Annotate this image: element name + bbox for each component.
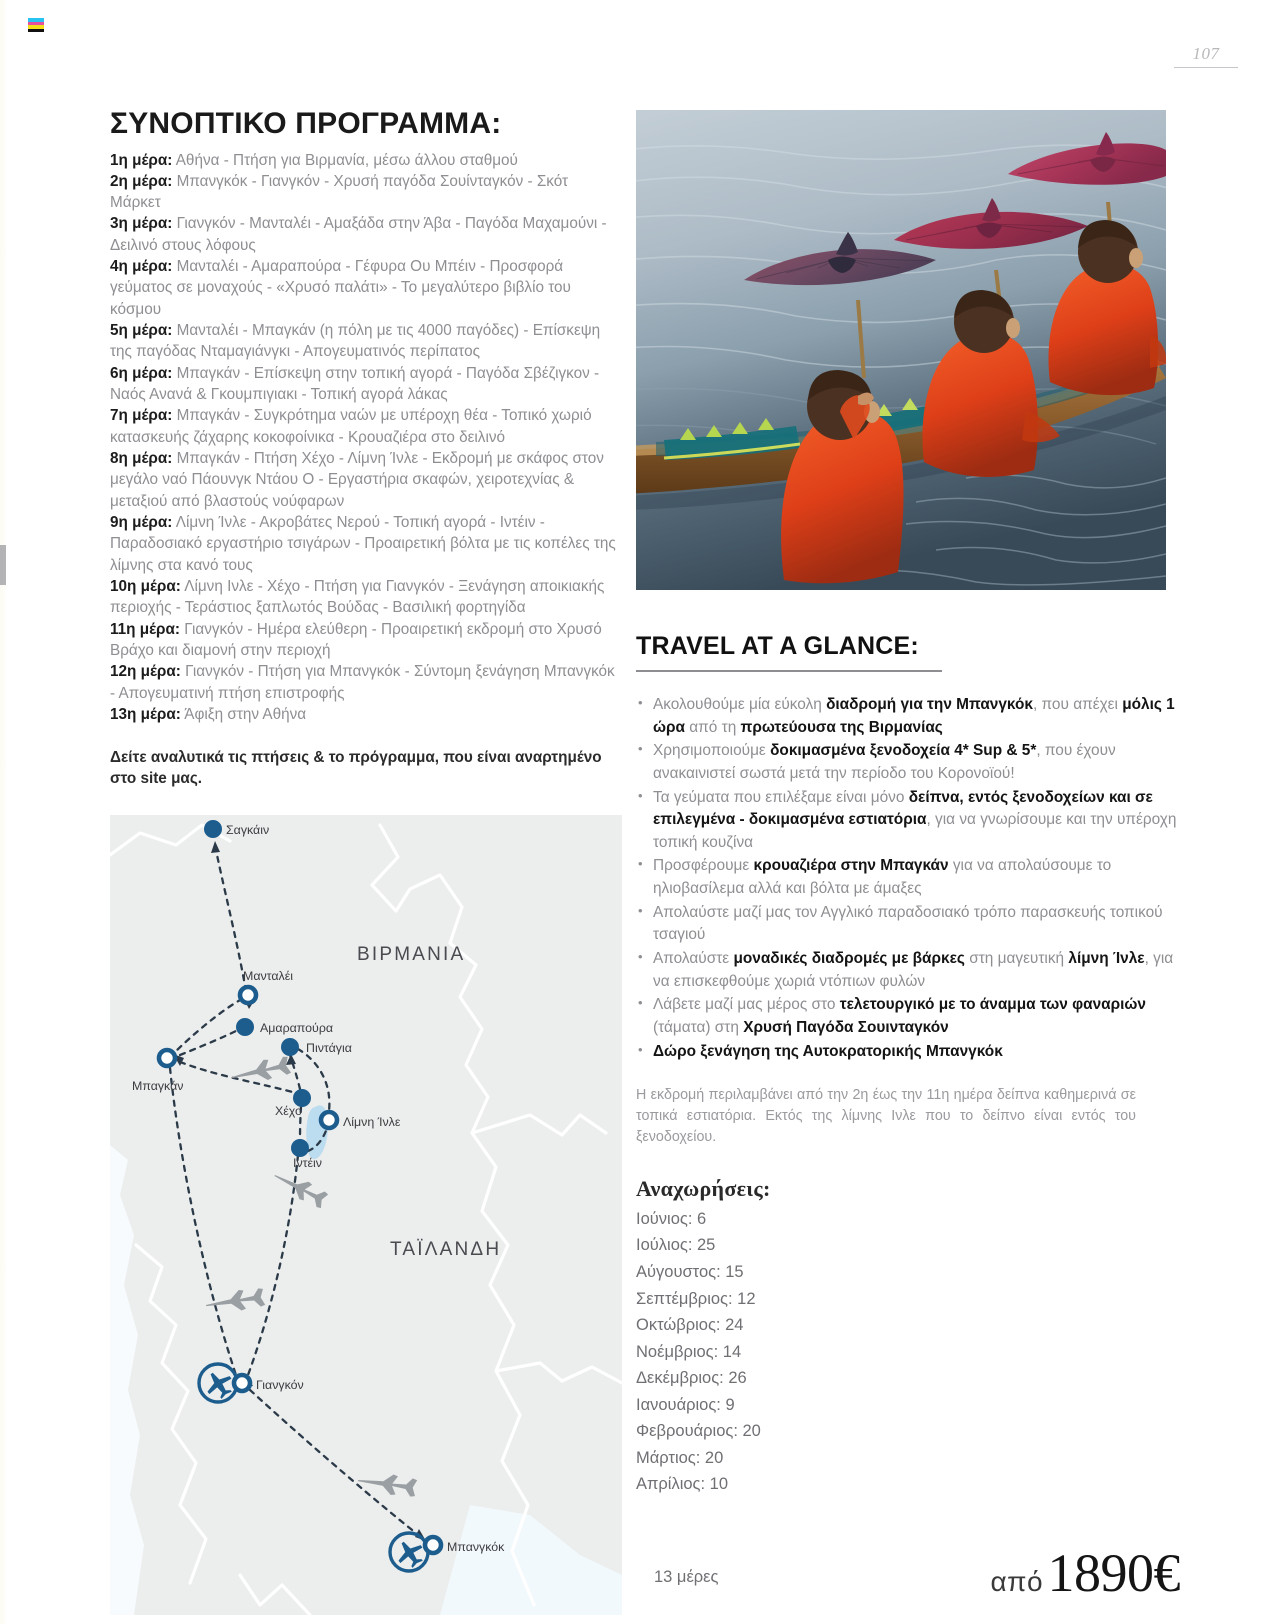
itinerary-day-label: 11η μέρα: (110, 620, 180, 638)
glance-bullet-emphasis: κρουαζιέρα στην Μπαγκάν (753, 857, 949, 875)
glance-bullet-text: για να απολαύσουμε το ηλιοβασίλεμα αλλά και βόλτα με άμαξες (653, 857, 1112, 898)
glance-bullet-emphasis: Δώρο ξενάγηση της Αυτοκρατορικής Μπανγκόκ (653, 1042, 1003, 1060)
glance-bullet-emphasis: τελετουργικό με το άναμμα των φαναριών (839, 996, 1146, 1014)
itinerary-day (110, 171, 622, 214)
page-number-container (1174, 44, 1238, 68)
itinerary-day-label: 12η μέρα: (110, 663, 181, 681)
itinerary-day-text: Μπανγκόκ - Γιανγκόν - Χρυσή παγόδα Σουίνταγκόν - Σκότ Μάρκετ (110, 172, 569, 212)
glance-bullet-text: στη μαγευτική (964, 950, 1069, 968)
map-city-label: Μπαγκάν (132, 1079, 184, 1093)
map-city (281, 1038, 352, 1056)
map-background (110, 815, 622, 1615)
departures-title: Αναχωρήσεις: (636, 1175, 771, 1201)
itinerary-day-label: 3η μέρα: (110, 215, 173, 233)
glance-bullet-text: από τη (684, 718, 741, 736)
glance-bullet (636, 994, 1182, 1039)
glance-bullet-text: , που απέχει (1032, 696, 1123, 713)
glance-bullet-emphasis: δοκιμασμένα ξενοδοχεία 4* Sup & 5* (770, 742, 1037, 760)
map-city (425, 1537, 505, 1554)
trip-duration: 13 μέρες (654, 1568, 719, 1586)
departure-row: Μάρτιος: 20 (636, 1448, 724, 1467)
itinerary-day-text: Άφιξη στην Αθήνα (180, 706, 307, 724)
glance-bullet-text: Απολαύστε (653, 950, 734, 968)
glance-bullet-emphasis: λίμνη Ίνλε (1068, 950, 1145, 968)
glance-bullet (636, 902, 1182, 947)
itinerary-day-text: Γιανγκόν - Πτήση για Μπανγκόκ - Σύντομη ξενάγηση Μπανγκόκ - Απογευματινή πτήση επιστροφής (110, 663, 615, 702)
itinerary-day-text: Μπαγκάν - Συγκρότημα ναών με υπέροχη θέα - Τοπικό χωριό κατασκευής ζάχαρης κοκοφοίνικα - Κρουαζιέρα στο δειλινό (110, 407, 592, 446)
itinerary-day-label: 7η μέρα: (110, 407, 173, 425)
map-city (236, 1018, 333, 1036)
itinerary-day-label: 13η μέρα: (110, 706, 181, 724)
itinerary-day-text: Μπαγκάν - Επίσκεψη στην τοπική αγορά - Παγόδα Σβέζιγκον - Ναός Ανανά & Γκουμπιγιακι - Τοπική αγορά λάκας (110, 364, 600, 404)
departures-section (636, 1176, 1182, 1498)
glance-title-rule (636, 670, 942, 672)
itinerary-day-label: 8η μέρα: (110, 450, 173, 468)
itinerary-day (110, 661, 622, 704)
itinerary-day (110, 256, 622, 320)
map-city-label: Μανταλέι (243, 969, 294, 983)
map-city-label: Ιντέιν (293, 1156, 323, 1170)
monk-ear (1006, 318, 1020, 338)
glance-bullet-text: Ακολουθούμε μία εύκολη (653, 696, 827, 713)
itinerary-day (110, 704, 622, 725)
monk-ear (1129, 248, 1143, 268)
glance-bullet-text: , που έχουν ανακαινιστεί σωστά μετά την περίοδο του Κορονοϊού! (653, 742, 1116, 782)
departure-row: Ιούλιος: 25 (636, 1236, 716, 1255)
glance-title: TRAVEL AT A GLANCE: (636, 632, 919, 660)
glance-bullet-text: , για να επισκεφθούμε χωριά ντόπιων φυλών (653, 950, 1174, 990)
itinerary-day (110, 512, 622, 576)
itinerary-day-text: Μπαγκάν - Πτήση Χέχο - Λίμνη Ίνλε - Εκδρομή με σκάφος στον μεγάλο ναό Πάουνγκ Ντάου Ο - Εργαστήρια σκαφών, χειροτεχνίας & μεταξιού από βλαστούς νούφαρων (110, 450, 604, 510)
map-marker-dot (204, 820, 222, 838)
map-marker-dot (236, 1018, 254, 1036)
itinerary-day (110, 619, 622, 662)
map-city (204, 820, 269, 838)
glance-bullet-emphasis: πρωτεύουσα της Βιρμανίας (740, 718, 943, 736)
cmyk-registration-bar (28, 18, 44, 32)
itinerary-day-text: Λίμνη Ίνλε - Ακροβάτες Νερού - Τοπική αγορά - Ιντέιν - Παραδοσιακό εργαστήριο τσιγάρων - Προαιρετική βόλτα με τις κοπέλες της λίμνης στα κανό τους (110, 514, 616, 574)
map-marker-ring (425, 1537, 441, 1553)
itinerary-day (110, 320, 622, 363)
itinerary-day (110, 448, 622, 512)
departure-row: Φεβρουάριος: 20 (636, 1422, 761, 1441)
itinerary-day (110, 150, 622, 171)
glance-bullet-text: Προσφέρουμε (653, 857, 754, 875)
cmyk-black (28, 29, 44, 33)
departure-row: Αύγουστος: 15 (636, 1262, 744, 1281)
itinerary-day-text: Αθήνα - Πτήση για Βιρμανία, μέσω άλλου σταθμού (172, 151, 518, 169)
page-number: 107 (1192, 44, 1220, 63)
glance-bullet (636, 694, 1182, 739)
departure-row: Νοέμβριος: 14 (636, 1342, 742, 1361)
itinerary-day-text: Γιανγκόν - Ημέρα ελεύθερη - Προαιρετική εκδρομή στο Χρυσό Βράχο και διαμονή στην περιοχή (110, 620, 602, 660)
glance-bullet-list (636, 694, 1182, 1063)
price-prefix: από (990, 1566, 1044, 1597)
glance-bullet-text: (τάματα) στη (653, 1018, 744, 1036)
departure-row: Ιούνιος: 6 (636, 1209, 707, 1228)
itinerary-day (110, 213, 622, 256)
itinerary-title: ΣΥΝΟΠΤΙΚΟ ΠΡΟΓΡΑΜΜΑ: (110, 107, 502, 140)
itinerary-day-text: Μανταλέι - Αμαραπούρα - Γέφυρα Ου Μπέιν - Προσφορά γεύματος σε μοναχούς - «Χρυσό παλάτι» - Το μεγαλύτερο βιβλίο του κόσμου (110, 258, 571, 318)
glance-bullet (636, 855, 1182, 900)
itinerary-day-text: Λίμνη Ινλε - Χέχο - Πτήση για Γιανγκόν - Ξενάγηση αποικιακής περιοχής - Τεράστιος ξαπλωτός Βούδας - Βασιλική φορτηγίδα (110, 578, 605, 617)
itinerary-day-text: Γιανγκόν - Μανταλέι - Αμαξάδα στην Άβα - Παγόδα Μαχαμούνι - Δειλινό στους λόφους (110, 215, 607, 254)
glance-bullet-emphasis: μόλις 1 ώρα (653, 696, 1175, 736)
departure-row: Οκτώβριος: 24 (636, 1316, 744, 1335)
price-amount: 1890€ (1047, 1543, 1180, 1603)
price-block (990, 1542, 1180, 1604)
map-marker-ring (321, 1112, 337, 1128)
departures-rows (636, 1206, 1182, 1498)
map-marker-dot (281, 1038, 299, 1056)
itinerary-day-label: 10η μέρα: (110, 578, 181, 596)
glance-bullet-emphasis: διαδρομή για την Μπανγκόκ (826, 696, 1033, 713)
map-city (321, 1112, 401, 1129)
departure-row: Δεκέμβριος: 26 (636, 1369, 747, 1388)
itinerary-column (110, 108, 622, 790)
glance-bullet (636, 787, 1182, 855)
itinerary-list (110, 150, 622, 726)
glance-note: Η εκδρομή περιλαμβάνει από την 2η έως την 11η ημέρα δείπνα καθημερινά σε τοπικά εστιατόρια. Εκτός της λίμνης Ινλε που το δείπνο είναι εντός του ξενοδοχείου. (636, 1087, 1136, 1145)
map-city-label: Πιντάγια (306, 1041, 352, 1055)
map-city (234, 1375, 304, 1392)
glance-bullet-text: Τα γεύματα που επιλέξαμε είναι μόνο (653, 788, 909, 806)
glance-bullet (636, 948, 1182, 993)
map-city-label: Χέχο (275, 1104, 302, 1118)
glance-bullet (636, 740, 1182, 785)
glance-bullet-emphasis: Χρυσή Παγόδα Σουινταγκόν (743, 1018, 949, 1036)
map-city-label: Σαγκάιν (226, 823, 270, 837)
page-number-rule (1174, 67, 1238, 68)
glance-bullet-text: Χρησιμοποιούμε (653, 742, 771, 760)
map-country-label: ΤΑΪΛΑΝΔΗ (390, 1239, 502, 1260)
map-city-label: Μπανγκόκ (447, 1540, 505, 1554)
itinerary-day-label: 1η μέρα: (110, 151, 173, 169)
itinerary-day-label: 9η μέρα: (110, 514, 173, 532)
page-edge (0, 0, 7, 1624)
map-city-label: Λίμνη Ίνλε (343, 1115, 401, 1129)
map-city-label: Αμαραπούρα (260, 1021, 334, 1035)
itinerary-day (110, 405, 622, 448)
glance-bullet-text: Απολαύστε μαζί μας τον Αγγλικό παραδοσιακό τρόπο παρασκευής τοπικού τσαγιού (653, 903, 1163, 944)
departure-row: Σεπτέμβριος: 12 (636, 1289, 756, 1308)
itinerary-day-label: 4η μέρα: (110, 258, 173, 276)
binding-mark (0, 545, 6, 585)
itinerary-day-text: Μανταλέι - Μπαγκάν (η πόλη με τις 4000 παγόδες) - Επίσκεψη της παγόδας Νταμαγιάνγκι - Απογευματινός περίπατος (110, 322, 601, 361)
route-map (110, 815, 622, 1615)
departure-row: Απρίλιος: 10 (636, 1475, 729, 1494)
map-marker-ring (159, 1050, 175, 1066)
map-city-label: Γιανγκόν (256, 1378, 304, 1392)
glance-bullet-emphasis: μοναδικές διαδρομές με βάρκες (733, 950, 965, 968)
itinerary-day-label: 6η μέρα: (110, 364, 173, 382)
map-country-label: ΒΙΡΜΑΝΙΑ (357, 944, 466, 965)
map-marker-ring (240, 987, 256, 1003)
glance-bullet (636, 1041, 1182, 1064)
glance-bullet-emphasis: δείπνα, εντός ξενοδοχείων και σε επιλεγμένα - δοκιμασμένα εστιατόρια (653, 788, 1153, 829)
website-note: Δείτε αναλυτικά τις πτήσεις & το πρόγραμμα, που είναι αναρτημένο στο site μας. (110, 749, 602, 788)
glance-bullet-text: , για να γνωρίσουμε και την υπέροχη τοπική κουζίνα (653, 811, 1177, 851)
glance-bullet-text: Λάβετε μαζί μας μέρος στο (653, 996, 840, 1014)
departure-row: Ιανουάριος: 9 (636, 1395, 735, 1414)
hero-photo (636, 110, 1166, 590)
itinerary-day (110, 363, 622, 406)
footer-price-row (636, 1543, 1182, 1618)
map-marker-ring (234, 1375, 250, 1391)
itinerary-day-label: 5η μέρα: (110, 322, 173, 340)
itinerary-day (110, 576, 622, 619)
glance-column (636, 632, 1182, 1498)
itinerary-day-label: 2η μέρα: (110, 172, 173, 190)
map-marker-dot (291, 1139, 309, 1157)
